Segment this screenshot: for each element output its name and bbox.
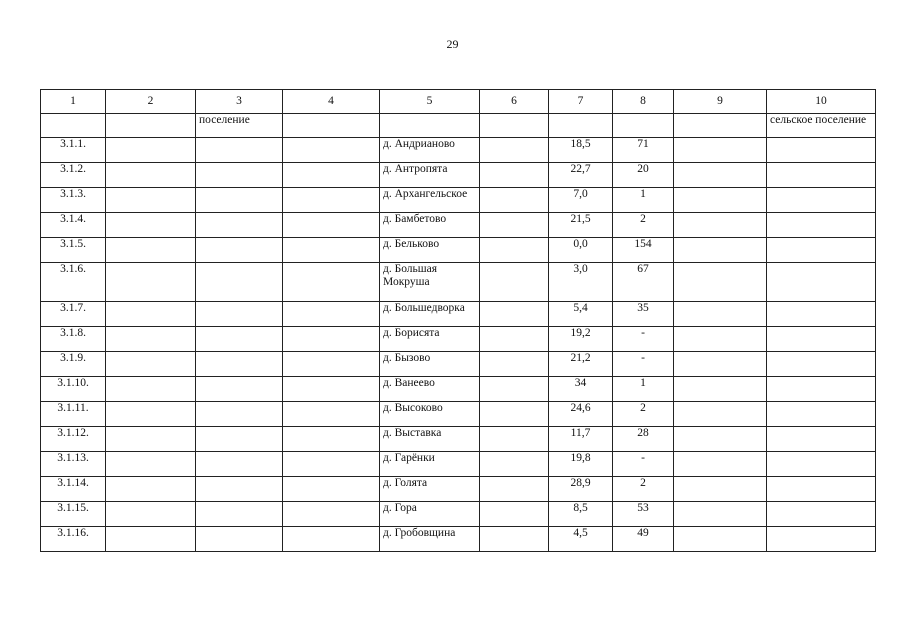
- column-header: 1: [41, 90, 106, 114]
- row-number-cell: 3.1.7.: [41, 302, 106, 327]
- table-cell: [549, 114, 613, 138]
- table-cell: [674, 188, 767, 213]
- column-header: 9: [674, 90, 767, 114]
- column-header: 6: [480, 90, 549, 114]
- settlement-name-cell: д. Андрианово: [380, 138, 480, 163]
- table-cell: [480, 427, 549, 452]
- settlement-name-cell: д. Бамбетово: [380, 213, 480, 238]
- table-cell: [196, 188, 283, 213]
- distance-cell: 24,6: [549, 402, 613, 427]
- table-row: [41, 188, 876, 213]
- table-cell: [283, 427, 380, 452]
- table-cell: [283, 163, 380, 188]
- table-cell: [674, 402, 767, 427]
- table-cell: [767, 138, 876, 163]
- table-cell: [106, 502, 196, 527]
- table-row: [41, 138, 876, 163]
- settlement-name-cell: д. Большая Мокруша: [380, 263, 480, 302]
- settlement-name-cell: д. Антропята: [380, 163, 480, 188]
- table-cell: [480, 477, 549, 502]
- population-cell: -: [613, 452, 674, 477]
- settlement-name-cell: д. Гробовщина: [380, 527, 480, 552]
- distance-cell: 19,8: [549, 452, 613, 477]
- column-header: 3: [196, 90, 283, 114]
- distance-cell: 3,0: [549, 263, 613, 302]
- table-cell: [674, 527, 767, 552]
- distance-cell: 19,2: [549, 327, 613, 352]
- table-cell: [196, 238, 283, 263]
- table-cell: [480, 527, 549, 552]
- population-cell: 67: [613, 263, 674, 302]
- population-cell: 20: [613, 163, 674, 188]
- table-cell: [106, 138, 196, 163]
- table-cell: [196, 352, 283, 377]
- table-cell: [674, 477, 767, 502]
- page-number: 29: [446, 37, 459, 51]
- row-number-cell: 3.1.1.: [41, 138, 106, 163]
- table-cell: [283, 188, 380, 213]
- table-cell: [674, 263, 767, 302]
- table-cell: [106, 263, 196, 302]
- table-cell: [480, 402, 549, 427]
- table-cell: [767, 377, 876, 402]
- table-row: [41, 377, 876, 402]
- column-header: 7: [549, 90, 613, 114]
- table-cell: [283, 352, 380, 377]
- table-cell: [106, 377, 196, 402]
- table-cell: [480, 327, 549, 352]
- table-cell: [283, 527, 380, 552]
- table-cell: [106, 213, 196, 238]
- settlement-name-cell: д. Гора: [380, 502, 480, 527]
- table-cell: [283, 213, 380, 238]
- distance-cell: 34: [549, 377, 613, 402]
- table-cell: [196, 302, 283, 327]
- distance-cell: 28,9: [549, 477, 613, 502]
- table-cell: [480, 377, 549, 402]
- table-cell: [480, 452, 549, 477]
- row-number-cell: 3.1.2.: [41, 163, 106, 188]
- population-cell: 1: [613, 377, 674, 402]
- table-cell: [480, 302, 549, 327]
- distance-cell: 22,7: [549, 163, 613, 188]
- row-number-cell: 3.1.4.: [41, 213, 106, 238]
- table-cell: [767, 327, 876, 352]
- row-number-cell: 3.1.8.: [41, 327, 106, 352]
- settlements-table: [40, 89, 876, 552]
- table-cell: [106, 188, 196, 213]
- distance-cell: 8,5: [549, 502, 613, 527]
- table-cell: [674, 302, 767, 327]
- table-cell: [196, 502, 283, 527]
- table-cell: [106, 163, 196, 188]
- table-cell: [674, 138, 767, 163]
- table-cell: [106, 114, 196, 138]
- distance-cell: 18,5: [549, 138, 613, 163]
- table-cell: [283, 402, 380, 427]
- table-cell: [480, 352, 549, 377]
- population-cell: 154: [613, 238, 674, 263]
- table-cell: [196, 213, 283, 238]
- table-cell: [41, 114, 106, 138]
- table-cell: [767, 352, 876, 377]
- population-cell: 2: [613, 477, 674, 502]
- table-row: [41, 427, 876, 452]
- table-cell: [106, 452, 196, 477]
- table-cell: [674, 427, 767, 452]
- table-cell: [480, 188, 549, 213]
- table-cell: [196, 377, 283, 402]
- table-row: [41, 502, 876, 527]
- row-number-cell: 3.1.5.: [41, 238, 106, 263]
- table-cell: [196, 327, 283, 352]
- table-cell: [674, 377, 767, 402]
- population-cell: 1: [613, 188, 674, 213]
- table-cell: [106, 238, 196, 263]
- table-cell: [480, 213, 549, 238]
- distance-cell: 5,4: [549, 302, 613, 327]
- row-number-cell: 3.1.6.: [41, 263, 106, 302]
- table-cell: [283, 263, 380, 302]
- population-cell: 49: [613, 527, 674, 552]
- table-body: [41, 114, 876, 552]
- table-row: [41, 263, 876, 302]
- table-cell: [196, 477, 283, 502]
- table-cell: [106, 327, 196, 352]
- row-number-cell: 3.1.14.: [41, 477, 106, 502]
- population-cell: 2: [613, 402, 674, 427]
- table-cell: [674, 114, 767, 138]
- population-cell: 53: [613, 502, 674, 527]
- table-cell: [767, 238, 876, 263]
- rural-settlement-note: сельское поселение: [767, 114, 876, 138]
- table-cell: [196, 427, 283, 452]
- settlement-name-cell: д. Архангельское: [380, 188, 480, 213]
- table-cell: [767, 427, 876, 452]
- table-cell: [674, 452, 767, 477]
- table-cell: [767, 213, 876, 238]
- population-cell: -: [613, 352, 674, 377]
- row-number-cell: 3.1.11.: [41, 402, 106, 427]
- row-number-cell: 3.1.15.: [41, 502, 106, 527]
- table-row: [41, 452, 876, 477]
- population-cell: -: [613, 327, 674, 352]
- distance-cell: 21,5: [549, 213, 613, 238]
- population-cell: 2: [613, 213, 674, 238]
- table-row: [41, 352, 876, 377]
- settlement-name-cell: д. Большедворка: [380, 302, 480, 327]
- column-header: 10: [767, 90, 876, 114]
- table-row: [41, 402, 876, 427]
- table-cell: [674, 352, 767, 377]
- table-cell: [196, 402, 283, 427]
- table-cell: [767, 502, 876, 527]
- settlement-name-cell: д. Высоково: [380, 402, 480, 427]
- table-cell: [613, 114, 674, 138]
- settlement-type-note: поселение: [196, 114, 283, 138]
- distance-cell: 7,0: [549, 188, 613, 213]
- table-cell: [767, 163, 876, 188]
- table-cell: [196, 263, 283, 302]
- table-cell: [480, 114, 549, 138]
- table-row: [41, 302, 876, 327]
- table-cell: [674, 502, 767, 527]
- table-row: [41, 238, 876, 263]
- table-cell: [674, 163, 767, 188]
- table-cell: [767, 302, 876, 327]
- distance-cell: 11,7: [549, 427, 613, 452]
- settlement-name-cell: д. Бызово: [380, 352, 480, 377]
- table-row: [41, 213, 876, 238]
- row-number-cell: 3.1.13.: [41, 452, 106, 477]
- column-header: 4: [283, 90, 380, 114]
- row-number-cell: 3.1.16.: [41, 527, 106, 552]
- table-cell: [196, 527, 283, 552]
- table-cell: [283, 477, 380, 502]
- row-number-cell: 3.1.9.: [41, 352, 106, 377]
- population-cell: 35: [613, 302, 674, 327]
- table-cell: [283, 502, 380, 527]
- row-number-cell: 3.1.3.: [41, 188, 106, 213]
- settlement-name-cell: д. Голята: [380, 477, 480, 502]
- column-header: 8: [613, 90, 674, 114]
- table-cell: [480, 163, 549, 188]
- column-header: 5: [380, 90, 480, 114]
- population-cell: 28: [613, 427, 674, 452]
- settlement-name-cell: д. Ванеево: [380, 377, 480, 402]
- distance-cell: 21,2: [549, 352, 613, 377]
- table-cell: [480, 138, 549, 163]
- table-cell: [480, 502, 549, 527]
- population-cell: 71: [613, 138, 674, 163]
- table-cell: [480, 263, 549, 302]
- header-row: [41, 90, 876, 114]
- row-number-cell: 3.1.12.: [41, 427, 106, 452]
- table-cell: [106, 427, 196, 452]
- table-cell: [674, 327, 767, 352]
- table-cell: [196, 138, 283, 163]
- table-cell: [380, 114, 480, 138]
- table-row: [41, 327, 876, 352]
- table-cell: [106, 352, 196, 377]
- table-cell: [283, 377, 380, 402]
- table-cell: [106, 402, 196, 427]
- table-cell: [767, 402, 876, 427]
- column-header: 2: [106, 90, 196, 114]
- distance-cell: 0,0: [549, 238, 613, 263]
- settlement-name-cell: д. Бельково: [380, 238, 480, 263]
- settlement-name-cell: д. Гарёнки: [380, 452, 480, 477]
- table-cell: [767, 477, 876, 502]
- table-cell: [196, 163, 283, 188]
- table-cell: [283, 327, 380, 352]
- distance-cell: 4,5: [549, 527, 613, 552]
- table-cell: [283, 138, 380, 163]
- table-cell: [283, 302, 380, 327]
- row-number-cell: 3.1.10.: [41, 377, 106, 402]
- table-cell: [283, 452, 380, 477]
- table-cell: [674, 238, 767, 263]
- table-cell: [767, 263, 876, 302]
- table-cell: [674, 213, 767, 238]
- table-cell: [106, 527, 196, 552]
- table-cell: [283, 114, 380, 138]
- table-cell: [106, 302, 196, 327]
- settlement-name-cell: д. Борисята: [380, 327, 480, 352]
- table-row: [41, 163, 876, 188]
- continuation-row: [41, 114, 876, 138]
- table-cell: [767, 452, 876, 477]
- table-row: [41, 527, 876, 552]
- table-cell: [283, 238, 380, 263]
- table-cell: [196, 452, 283, 477]
- table-cell: [480, 238, 549, 263]
- settlement-name-cell: д. Выставка: [380, 427, 480, 452]
- table-row: [41, 477, 876, 502]
- table-cell: [106, 477, 196, 502]
- table-cell: [767, 527, 876, 552]
- table-cell: [767, 188, 876, 213]
